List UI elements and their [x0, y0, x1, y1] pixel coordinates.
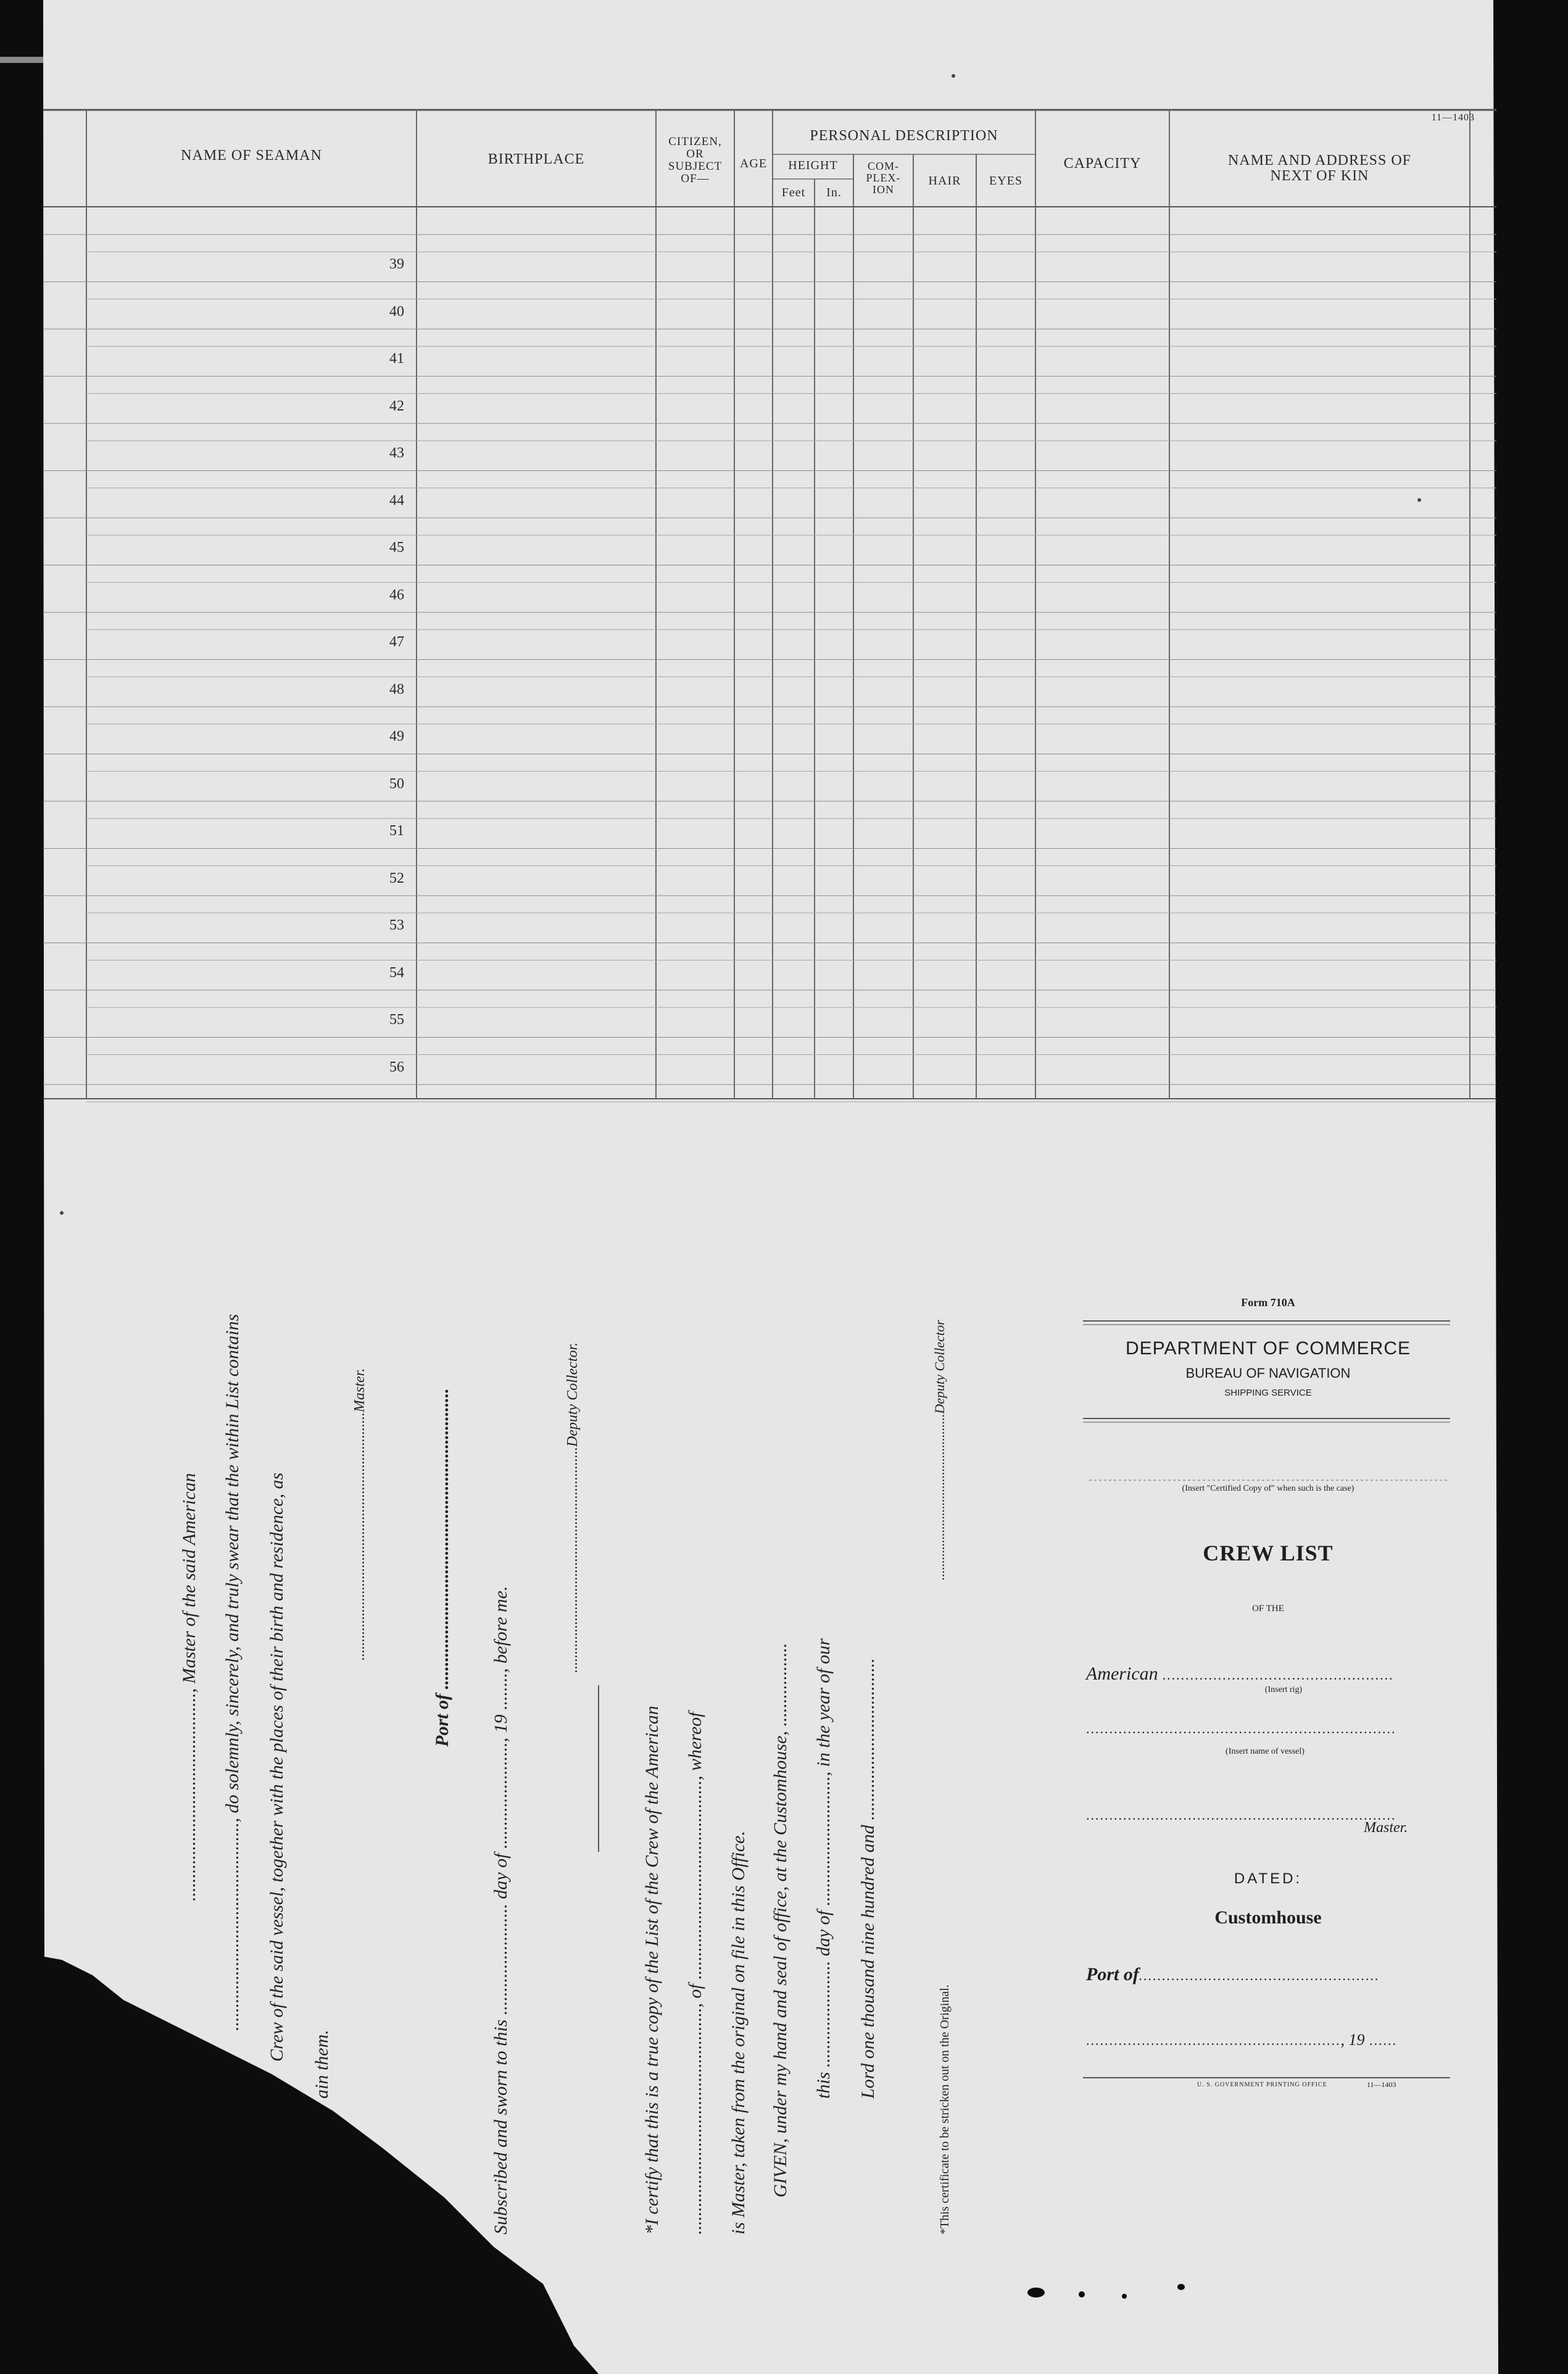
header-inches: In. — [826, 186, 842, 199]
master-signature-line: ...................................................................Master. — [352, 1368, 368, 1660]
header-feet: Feet — [781, 186, 806, 199]
cover-department: DEPARTMENT OF COMMERCE — [1125, 1338, 1411, 1359]
cover-american-line: American .................................................. — [1086, 1664, 1395, 1684]
row-number: 39 — [389, 256, 404, 272]
row-number: 55 — [389, 1012, 404, 1028]
row-number: 50 — [389, 775, 404, 792]
oath-line-2: ............................................., do solemnly, sincerely, and truly swear that the within List contains — [222, 1314, 243, 2031]
header-age: AGE — [739, 157, 768, 170]
oath-port-of: Port of ................................................................. — [432, 1388, 452, 1747]
oath-line-1: ............................................., Master of the said American — [179, 1473, 199, 1901]
cert-footnote: *This certificate to be stricken out on the Original. — [938, 1985, 952, 2234]
row-number: 43 — [389, 445, 404, 461]
cover-date-line: ......................................................., 19 ...... — [1086, 2031, 1397, 2049]
oath-line-4: ain them. — [312, 2030, 332, 2099]
header-hair: HAIR — [928, 174, 961, 188]
ink-spot — [1027, 2288, 1045, 2297]
header-eyes: EYES — [989, 174, 1023, 188]
row-number: 40 — [389, 303, 404, 320]
cover-vessel-line: ................................................................... — [1086, 1721, 1396, 1736]
row-number: 42 — [389, 398, 404, 414]
cover-bottom-rule — [1083, 2075, 1453, 2081]
header-birthplace: BIRTHPLACE — [487, 151, 585, 167]
row-number: 47 — [389, 634, 404, 650]
row-number: 48 — [389, 681, 404, 698]
header-next-of-kin: NAME AND ADDRESS OF NEXT OF KIN — [1227, 152, 1412, 185]
cert-line-4: GIVEN, under my hand and seal of office, at the Customhouse, .................. — [770, 1643, 790, 2197]
cover-master-line: ................................................................... — [1086, 1807, 1396, 1823]
row-number: 53 — [389, 917, 404, 933]
cover-port-of: Port of.................................................... — [1086, 1964, 1380, 1985]
header-citizen: CITIZEN, OR SUBJECT OF— — [668, 135, 723, 185]
row-number: 45 — [389, 539, 404, 556]
cover-dated: DATED: — [1234, 1870, 1303, 1887]
header-complexion: COM- PLEX- ION — [866, 160, 901, 196]
cover-printer-code: 11—1403 — [1367, 2080, 1396, 2089]
cert-line-6: Lord one thousand nine hundred and ................................... — [858, 1658, 878, 2099]
cover-form-number: Form 710A — [1241, 1296, 1295, 1309]
cover-customhouse: Customhouse — [1214, 1907, 1322, 1928]
ink-spot — [1177, 2284, 1185, 2290]
cert-line-1: *I certify that this is a true copy of the List of the Crew of the American — [642, 1706, 662, 2234]
header-personal-description: PERSONAL DESCRIPTION — [810, 128, 998, 144]
cert-line-3: is Master, taken from the original on file in this Office. — [728, 1831, 749, 2234]
header-name-of-seaman: NAME OF SEAMAN — [181, 148, 322, 164]
oath-subscribed: Subscribed and sworn to this ........................ day of ......................., 19 ........, before me. — [491, 1586, 511, 2234]
cover-title: CREW LIST — [1203, 1541, 1334, 1565]
row-number: 56 — [389, 1059, 404, 1075]
row-number: 44 — [389, 492, 404, 509]
oath-divider — [592, 1685, 605, 1858]
cert-line-2: ................................................., of ..........................................., whereof — [685, 1712, 705, 2234]
cover-insert-vessel: (Insert name of vessel) — [1226, 1747, 1305, 1756]
row-number: 54 — [389, 964, 404, 981]
row-number: 41 — [389, 351, 404, 367]
oath-line-3: Crew of the said vessel, together with the places of their birth and residence, as — [267, 1472, 287, 2062]
cover-insert-rig: (Insert rig) — [1264, 1685, 1303, 1694]
row-number: 49 — [389, 728, 404, 744]
cover-service: SHIPPING SERVICE — [1224, 1388, 1312, 1398]
row-number: 51 — [389, 823, 404, 839]
oath-deputy-collector: .............................................................Deputy Collector. — [565, 1342, 581, 1673]
cover-master-label: Master. — [1364, 1820, 1408, 1836]
form-code-top: 11—1403 — [1431, 112, 1475, 123]
ink-spot — [1122, 2294, 1127, 2299]
cover-bureau: BUREAU OF NAVIGATION — [1185, 1365, 1351, 1381]
cert-deputy-collector: .................................................Deputy Collector — [932, 1320, 947, 1580]
ink-spot — [1079, 2291, 1085, 2297]
cover-printer: U. S. GOVERNMENT PRINTING OFFICE — [1197, 2081, 1327, 2088]
header-height: HEIGHT — [788, 159, 838, 172]
cover-of-the: OF THE — [1252, 1604, 1284, 1614]
cover-insert-certified: (Insert "Certified Copy of" when such is the case) — [1182, 1484, 1354, 1493]
header-capacity: CAPACITY — [1063, 156, 1142, 172]
row-number: 52 — [389, 870, 404, 886]
row-number: 46 — [389, 586, 404, 603]
cert-line-5: this ....................... day of ............................, in the year of our — [813, 1638, 834, 2099]
